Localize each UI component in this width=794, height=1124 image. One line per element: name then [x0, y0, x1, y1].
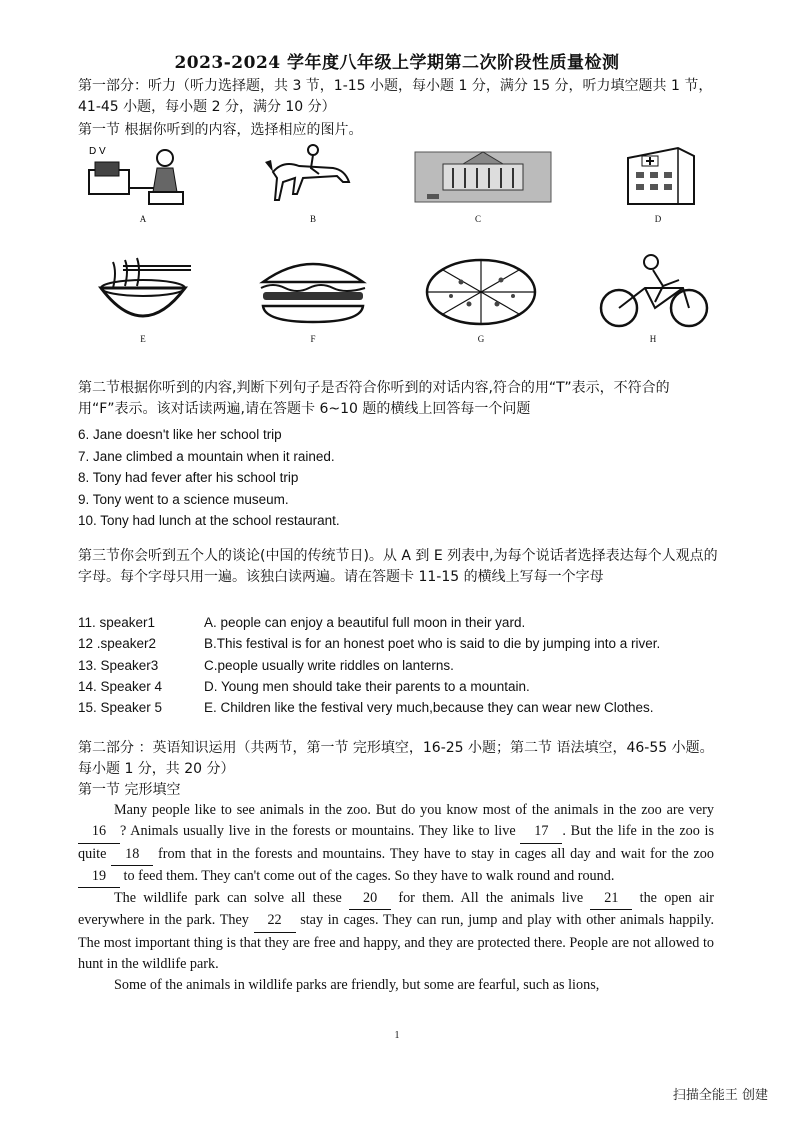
- picture-row-2: [78, 252, 718, 352]
- option-text: C.people usually write riddles on lanterns.: [204, 657, 454, 673]
- picture-e-label: E: [140, 334, 146, 344]
- cyclist-icon: [593, 252, 713, 332]
- part2-intro: 第二部分 ：英语知识运用（共两节，第一节 完形填空，16-25 小题；第二节 语法填空，46-55 小题。每小题 1 分，共 20 分）: [78, 740, 714, 777]
- match-row: [78, 676, 738, 697]
- speaker-matching-list: [78, 612, 738, 718]
- match-row: [78, 697, 738, 718]
- option-text: B.This festival is for an honest poet who is said to die by jumping into a river.: [204, 636, 661, 652]
- passage-text: stay in cages. They can run, jump and play with other animals happily. The most important thing is that they are free and happy, and they are protected there. People are not allowed to hunt in the wildlife park.: [78, 912, 715, 973]
- tf-item-6: 6. Jane doesn't like her school trip: [78, 427, 282, 442]
- pizza-icon: [421, 252, 541, 332]
- computer-user-icon: [83, 142, 203, 212]
- picture-row-1: [78, 142, 718, 232]
- part1-section3-heading: 第三节你会听到五个人的谈论(中国的传统节日)。从 A 到 E 列表中,为每个说话者选择表达每个人观点的字母。每个字母只用一遍。该独白读两遍。请在答题卡 11-15 的横线上写每一个字母: [78, 548, 718, 585]
- part1-intro: 第一部分：听力（听力选择题，共 3 节，1-15 小题，每小题 1 分，满分 15 分，听力填空题共 1 节，41-45 小题，每小题 2 分，满分 10 分）: [78, 78, 713, 115]
- passage-text: to feed them. They can't come out of the cages. So they have to walk round and round.: [120, 867, 615, 884]
- picture-b: [248, 142, 378, 224]
- part2-section1-heading: 第一节 完形填空: [78, 782, 181, 798]
- page-title: 2023-2024 学年度八年级上学期第二次阶段性质量检测: [174, 53, 620, 73]
- blank-20: 20: [349, 888, 391, 910]
- passage-text: ? Animals usually live in the forests or mountains. They like to live: [120, 823, 521, 840]
- picture-d: [593, 142, 723, 224]
- picture-c: [413, 142, 543, 224]
- picture-b-label: B: [309, 214, 316, 224]
- picture-a-label: A: [139, 214, 147, 224]
- picture-c-label: C: [474, 214, 481, 224]
- picture-a: [78, 142, 208, 224]
- passage-text: for them. All the animals live: [391, 890, 591, 907]
- speaker-label: 15. Speaker 5: [78, 700, 163, 716]
- picture-e: [78, 252, 208, 344]
- picture-f-label: F: [310, 334, 316, 344]
- match-row: [78, 612, 738, 633]
- passage-paragraph-1: [78, 800, 714, 888]
- hamburger-icon: [253, 252, 373, 332]
- page-number: 1: [394, 1030, 400, 1041]
- scanner-watermark: 扫描全能王 创建: [672, 1088, 768, 1103]
- picture-h: [588, 252, 718, 344]
- passage-paragraph-2: [78, 888, 714, 975]
- picture-h-label: H: [649, 334, 657, 344]
- match-row: [78, 633, 738, 654]
- cloze-passage: [78, 800, 714, 997]
- match-row: [78, 655, 738, 676]
- true-false-list: [78, 424, 718, 532]
- picture-g: [416, 252, 546, 344]
- picture-f: [248, 252, 378, 344]
- noodles-icon: [83, 252, 203, 332]
- picture-g-label: G: [477, 334, 485, 344]
- tf-item-9: 9. Tony went to a science museum.: [78, 491, 289, 507]
- blank-22: 22: [254, 910, 296, 932]
- option-text: A. people can enjoy a beautiful full moon in their yard.: [204, 615, 526, 630]
- passage-text: The wildlife park can solve all these: [114, 890, 350, 907]
- part1-section2-heading: 第二节根据你听到的内容,判断下列句子是否符合你听到的对话内容,符合的用“T”表示，不符合的用“F”表示。该对话读两遍,请在答题卡 6~10 题的横线上回答每一个问题: [78, 380, 670, 417]
- speaker-label: 11. speaker1: [78, 615, 156, 630]
- blank-16: 16: [78, 821, 120, 843]
- blank-19: 19: [78, 866, 120, 888]
- speaker-label: 14. Speaker 4: [78, 678, 163, 694]
- part1-section1-heading: 第一节 根据你听到的内容，选择相应的图片。: [78, 122, 363, 138]
- horse-rider-icon: [253, 142, 373, 212]
- option-text: D. Young men should take their parents to a mountain.: [204, 678, 530, 694]
- passage-text: Many people like to see animals in the zoo. But do you know most of the animals in the zoo are very: [114, 802, 714, 818]
- tf-item-10: 10. Tony had lunch at the school restaurant.: [78, 513, 340, 528]
- passage-text: the open air everywhere in the park. They: [78, 890, 714, 929]
- passage-text: from that in the forests and mountains. They have to stay in cages all day and wait for the zoo: [153, 845, 714, 862]
- option-text: E. Children like the festival very much,because they can wear new Clothes.: [204, 700, 654, 716]
- speaker-label: 13. Speaker3: [78, 657, 159, 673]
- blank-21: 21: [590, 888, 632, 910]
- tf-item-8: 8. Tony had fever after his school trip: [78, 470, 299, 485]
- svg-text:D V: D V: [89, 146, 106, 157]
- hospital-icon: [598, 142, 718, 212]
- building-icon: [413, 142, 553, 212]
- speaker-label: 12 .speaker2: [78, 636, 157, 652]
- picture-d-label: D: [654, 214, 662, 224]
- passage-text: . But the life in the zoo is quite: [78, 823, 714, 862]
- blank-17: 17: [520, 821, 562, 843]
- passage-paragraph-3: Some of the animals in wildlife parks are friendly, but some are fearful, such as lions,: [114, 977, 600, 994]
- blank-18: 18: [111, 844, 153, 866]
- tf-item-7: 7. Jane climbed a mountain when it rained.: [78, 448, 335, 464]
